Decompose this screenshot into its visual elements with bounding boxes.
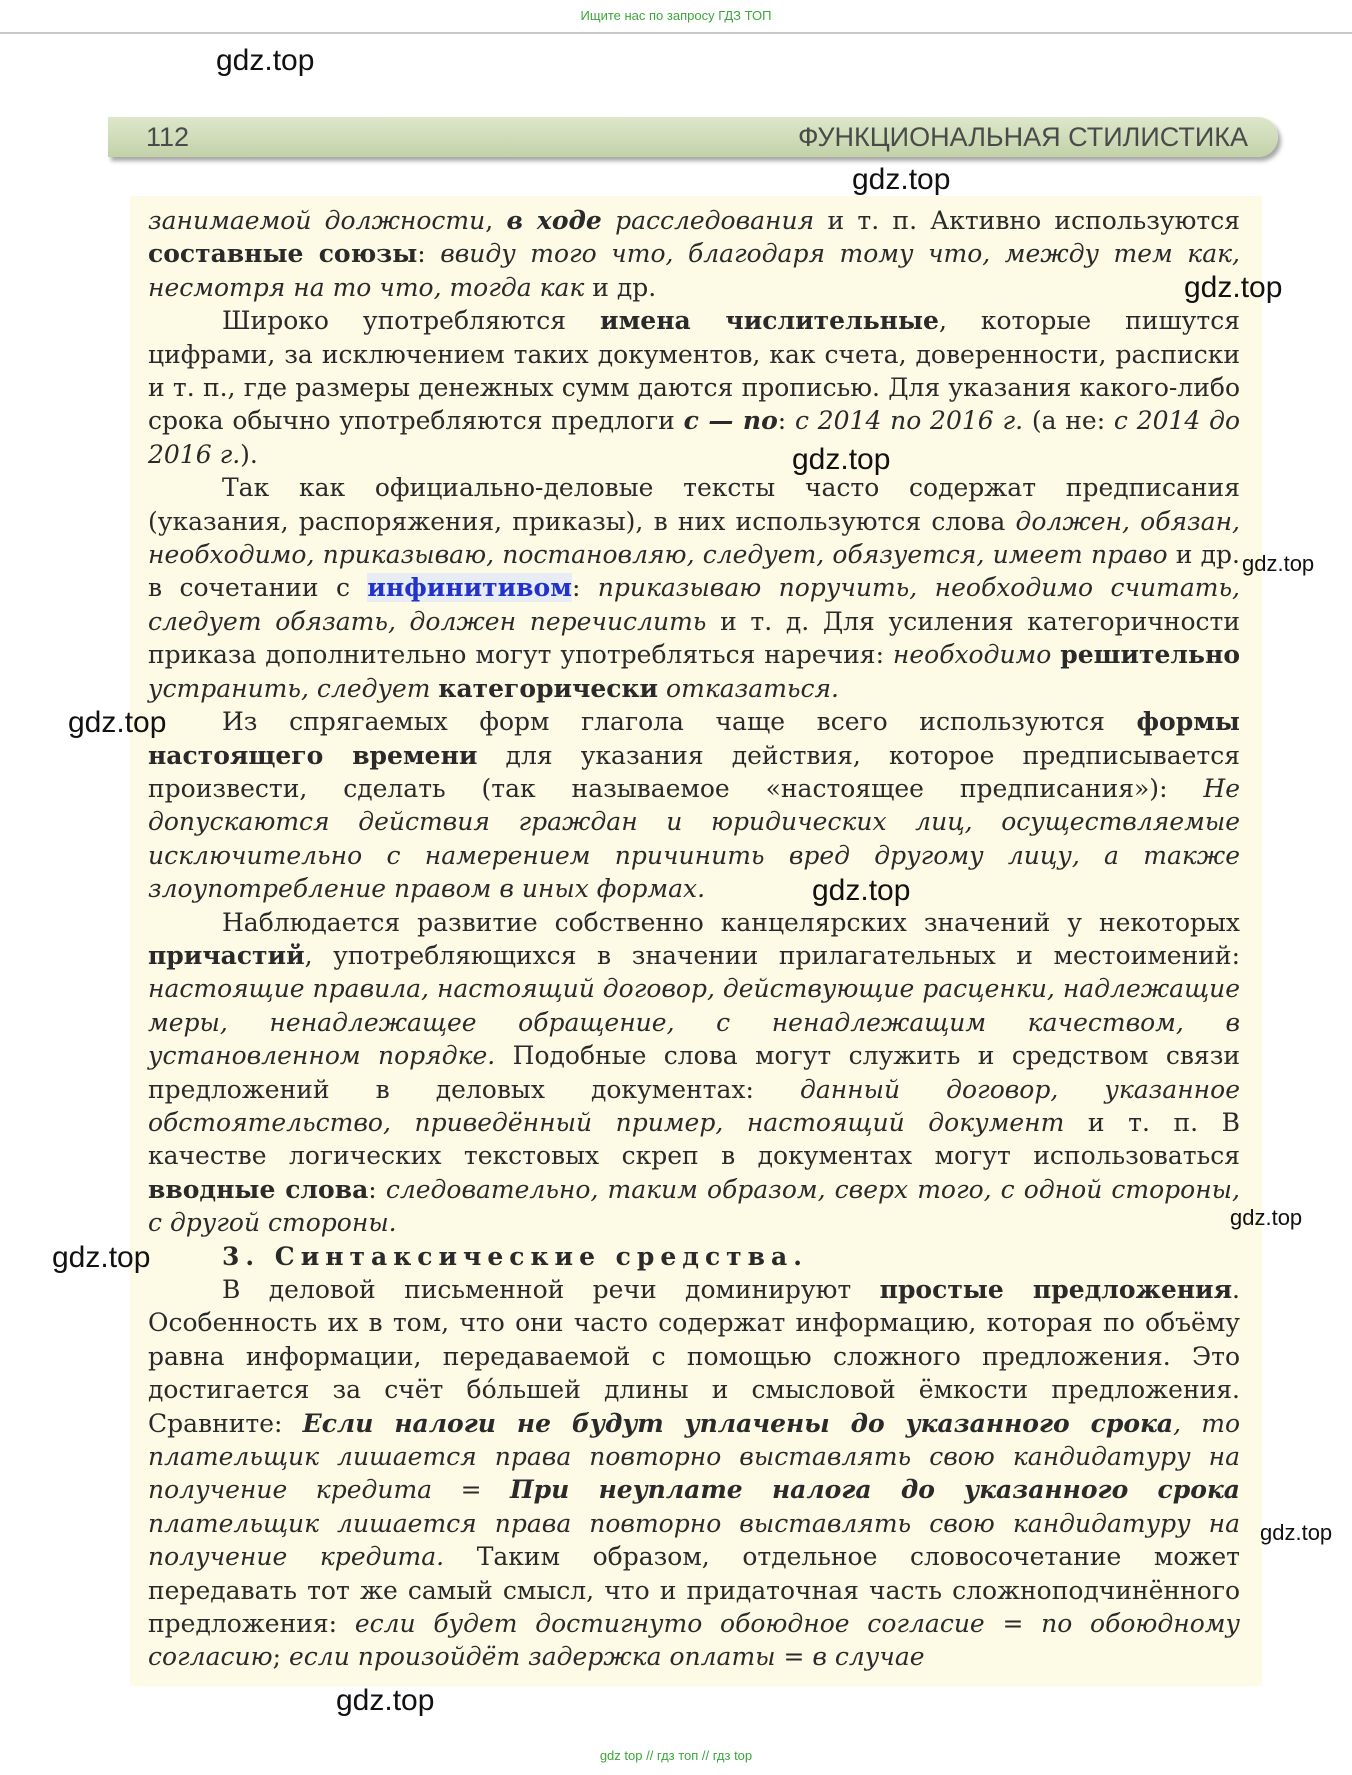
watermark: gdz.top [336,1684,435,1717]
body-text [148,204,1240,1674]
watermark: gdz.top [1184,271,1283,304]
paragraph-5: Наблюдается развитие собственно канцелярских значений у некоторых причастий, употребляющихся в значении прилагательных и местоимений: настоящие правила, настоящий договор, действующие расценки, надлежащие меры, ненадлежащее обращение, с ненадлежащим качеством, в установленном порядке. Подобные слова могут служить и средством связи предложений в деловых документах: данный договор, указанное обстоятельство, приведённый пример, настоящий документ и т. п. В качестве логических текстовых скреп в документах могут использоваться вводные слова: следовательно, таким образом, сверх того, с одной стороны, с другой стороны. [148,907,1240,1238]
watermark: gdz.top [792,443,891,476]
infinitive-link[interactable]: инфинитивом [367,573,572,603]
paragraph-6: В деловой письменной речи доминируют простые предложения. Особенность их в том, что они часто содержат информацию, которая по объёму равна информации, передаваемой с помощью сложного предложения. Это достигается за счёт бо́льшей длины и смысловой ёмкости предложения. Сравните: Если налоги не будут уплачены до указанного срока, то плательщик лишается права повторно выставлять свою кандидатуру на получение кредита = При неуплате налога до указанного срока плательщик лишается права повторно выставлять свою кандидатуру на получение кредита. Таким образом, отдельное словосочетание может передавать тот же самый смысл, что и придаточная часть сложноподчинённого предложения: если будет достигнуто обоюдное согласие = по обоюдному согласию; если произойдёт задержка оплаты = в случае [148,1275,1241,1672]
page-header [108,117,1278,157]
chapter-title: ФУНКЦИОНАЛЬНАЯ СТИЛИСТИКА [798,122,1248,152]
paragraph-2: Широко употребляются имена числительные, которые пишутся цифрами, за исключением таких документов, как счета, доверенности, расписки и т. п., где размеры денежных сумм даются прописью. Для указания какого-либо срока обычно употребляются предлоги с — по: с 2014 по 2016 г. (а не: с 2014 до 2016 г.). [148,306,1240,469]
top-banner: Ищите нас по запросу ГДЗ ТОП [0,0,1352,34]
footer-text: gdz top // гдз топ // гдз top [599,1748,753,1763]
paragraph-4: Из спрягаемых форм глагола чаще всего используются формы настоящего времени для указания действия, которое предписывается произвести, сделать (так называемое «настоящее предписания»): Не допускаются действия граждан и юридических лиц, осуществляемые исключительно с намерением причинить вред другому лицу, а также злоупотребление правом в иных формах. [148,707,1240,904]
watermark: gdz.top [52,1241,151,1274]
textbook-page-body [130,196,1262,1686]
paragraph-3: Так как официально-деловые тексты часто содержат предписания (указания, распоряжения, приказы), в них используются слова должен, обязан, необходимо, приказываю, постановляю, следует, обязуется, имеет право и др. в сочетании с инфинитивом: приказываю поручить, необходимо считать, следует обязать, должен перечислить и т. д. Для усиления категоричности приказа дополнительно могут употребляться наречия: необходимо решительно устранить, следует категорически отказаться. [148,473,1241,703]
watermark: gdz.top [852,163,951,196]
section-heading: 3. Синтаксические средства. [222,1241,808,1271]
watermark: gdz.top [68,706,167,739]
page-number: 112 [146,122,190,152]
watermark: gdz.top [812,874,911,907]
watermark: gdz.top [1260,1520,1333,1545]
watermark: gdz.top [1242,551,1315,576]
paragraph-1: занимаемой должности, в ходе расследования и т. п. Активно используются составные союзы: ввиду того что, благодаря тому что, между тем как, несмотря на то что, тогда как и др. [148,206,1240,302]
watermark: gdz.top [216,44,315,77]
watermark: gdz.top [1230,1205,1303,1230]
